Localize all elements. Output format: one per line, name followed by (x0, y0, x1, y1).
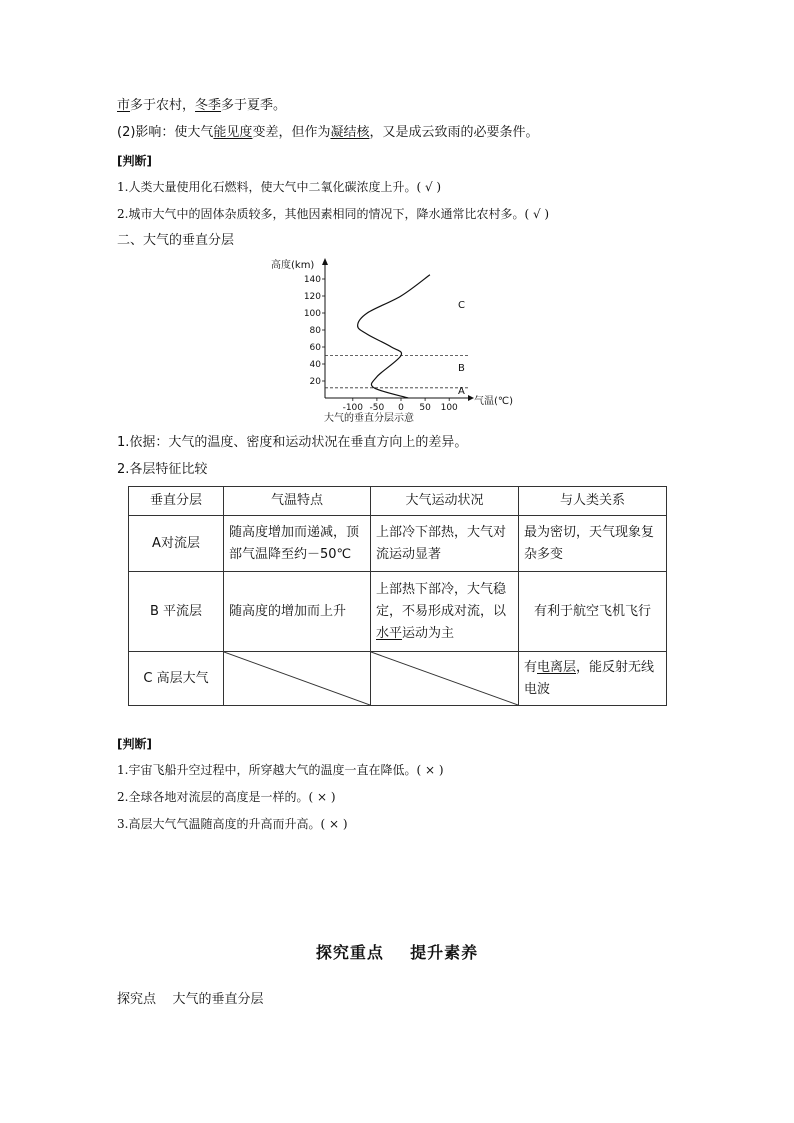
judge-item: 1.人类大量使用化石燃料，使大气中二氧化碳浓度上升。( √ ) (117, 180, 442, 194)
table-header: 大气运动状况 (371, 487, 519, 516)
x-axis-label: 气温(℃) (474, 396, 514, 407)
underlined-term: 凝结核 (330, 125, 370, 140)
y-axis-arrow (322, 258, 328, 265)
table-header: 气温特点 (224, 487, 371, 516)
underlined-term: 冬季 (195, 98, 222, 113)
judge-item: 2.全球各地对流层的高度是一样的。( × ) (117, 790, 336, 804)
y-axis-label: 高度(km) (271, 260, 315, 271)
table-row (129, 516, 667, 572)
layer-label: C (458, 300, 465, 311)
y-tick-label: 60 (309, 343, 321, 353)
temperature-curve (358, 275, 430, 398)
layer-label: A (458, 386, 465, 397)
x-tick-label: 100 (440, 403, 458, 413)
y-tick-label: 20 (309, 377, 321, 387)
y-tick-label: 100 (303, 309, 321, 319)
table-cell: 随高度增加而递减，顶部气温降至约－50℃ (224, 516, 371, 572)
x-tick-label: -100 (342, 403, 364, 413)
y-tick-label: 120 (303, 292, 321, 302)
table-cell: 随高度的增加而上升 (224, 572, 371, 652)
table-cell: 上部冷下部热，大气对流运动显著 (371, 516, 519, 572)
underlined-term: 电离层 (537, 659, 577, 675)
table-cell: B 平流层 (129, 572, 224, 652)
table-row (129, 572, 667, 652)
underlined-term: 能见度 (213, 125, 253, 140)
table-header-row (129, 487, 667, 516)
basis-text: 1.依据：大气的温度、密度和运动状况在垂直方向上的差异。 (117, 435, 468, 450)
y-tick-label: 80 (309, 326, 321, 336)
table-row (129, 652, 667, 706)
chart-title: 大气的垂直分层示意 (324, 413, 414, 424)
compare-title: 2.各层特征比较 (117, 462, 208, 477)
x-tick-label: 0 (398, 403, 404, 413)
table-cell: 上部热下部冷，大气稳定，不易形成对流，以水平运动为主 (371, 572, 519, 652)
vertical-layer-chart (268, 253, 528, 425)
table-header: 垂直分层 (129, 487, 224, 516)
judge-item: 2.城市大气中的固体杂质较多，其他因素相同的情况下，降水通常比农村多。( √ ) (117, 207, 550, 221)
explore-heading: 探究点 大气的垂直分层 (117, 992, 264, 1007)
table-cell: 有利于航空飞机飞行 (519, 572, 667, 652)
underlined-term: 水平 (376, 625, 403, 641)
table-cell: 最为密切，天气现象复杂多变 (519, 516, 667, 572)
intro-line-2: (2)影响：使大气能见度变差，但作为凝结核，又是成云致雨的必要条件。 (117, 125, 539, 140)
table-cell: A对流层 (129, 516, 224, 572)
judge-tag: [判断] (117, 154, 152, 168)
judge-item: 1.宇宙飞船升空过程中，所穿越大气的温度一直在降低。( × ) (117, 763, 444, 777)
section-title: 探究重点 提升素养 (315, 943, 479, 962)
table-cell: C 高层大气 (129, 652, 224, 706)
y-tick-label: 40 (309, 360, 321, 370)
underlined-term: 市 (117, 98, 131, 113)
layer-comparison-table (128, 486, 667, 706)
table-cell: 有电离层，能反射无线电波 (519, 652, 667, 706)
section-heading: 二、大气的垂直分层 (117, 233, 235, 248)
diagonal-empty-cell (371, 652, 519, 706)
layer-label: B (458, 363, 465, 374)
judge-item: 3.高层大气气温随高度的升高而升高。( × ) (117, 817, 348, 831)
x-tick-label: -50 (369, 403, 385, 413)
y-tick-label: 140 (303, 275, 321, 285)
x-tick-label: 50 (419, 403, 431, 413)
diagonal-empty-cell (224, 652, 371, 706)
table-header: 与人类关系 (519, 487, 667, 516)
judge-tag: [判断] (117, 737, 152, 751)
intro-line-1: 市多于农村，冬季多于夏季。 (117, 98, 287, 113)
